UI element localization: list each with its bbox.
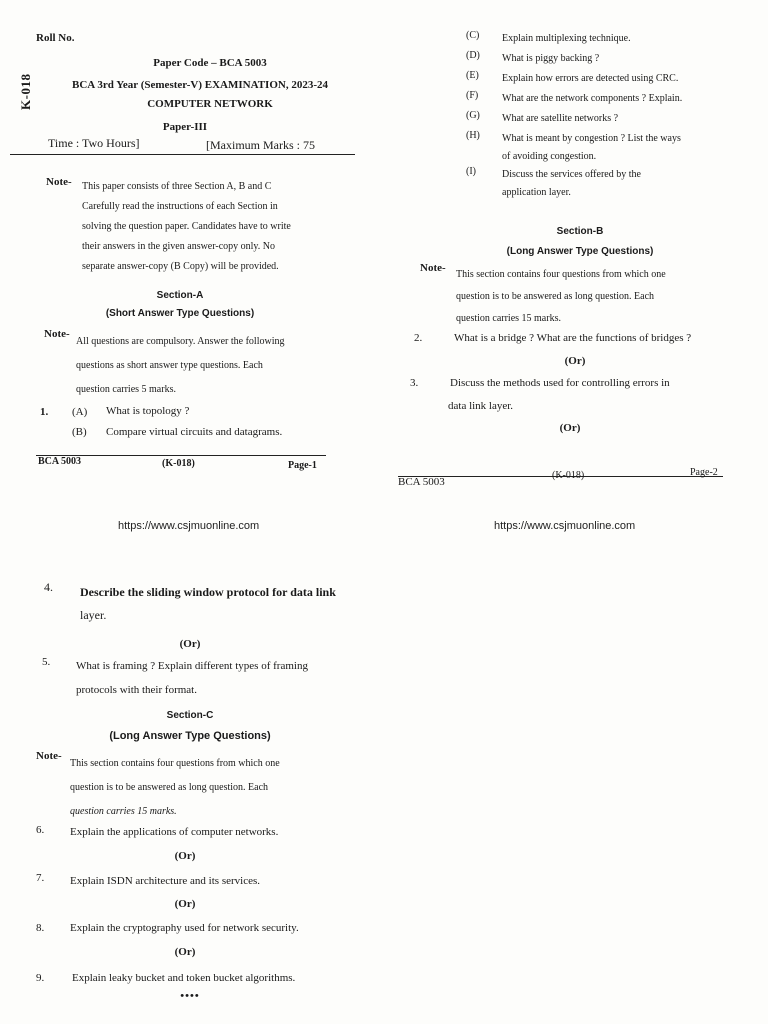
- q5-number: 5.: [42, 656, 51, 668]
- end-mark: ••••: [180, 990, 200, 1002]
- footer-code: BCA 5003: [38, 456, 82, 467]
- q1c-label: (C): [466, 30, 480, 41]
- paper-code: Paper Code – BCA 5003: [153, 57, 267, 69]
- q8-text: Explain the cryptography used for network security.: [70, 922, 299, 934]
- q1i-text-cont: application layer.: [502, 187, 571, 198]
- note2-line: questions as short answer type questions. Each: [76, 360, 263, 371]
- q4-text: Describe the sliding window protocol for data link: [80, 585, 336, 599]
- note-line: solving the question paper. Candidates have to write: [82, 221, 291, 232]
- note-text: [82, 177, 322, 277]
- q4-text-cont: layer.: [80, 608, 107, 622]
- section-b-note-line: question carries 15 marks.: [456, 313, 561, 324]
- exam-title: BCA 3rd Year (Semester-V) EXAMINATION, 2023-24: [71, 79, 329, 91]
- q8-number: 8.: [36, 922, 45, 934]
- q3-text-cont: data link layer.: [448, 400, 514, 412]
- footer-page: Page-1: [288, 460, 317, 471]
- section-b-note-text: [456, 264, 728, 330]
- section-c-note-line: question is to be answered as long question. Each: [70, 782, 269, 793]
- or-5: (Or): [174, 898, 196, 910]
- note-line: separate answer-copy (B Copy) will be provided.: [82, 261, 279, 272]
- note2-line: question carries 5 marks.: [76, 384, 176, 395]
- q1i-label: (I): [466, 166, 476, 177]
- q1i-text: Discuss the services offered by the: [502, 169, 641, 180]
- section-b-subtitle: (Long Answer Type Questions): [506, 246, 654, 257]
- q1g-text: What are satellite networks ?: [502, 113, 619, 124]
- q1f-text: What are the network components ? Explain.: [502, 93, 683, 104]
- note-line: their answers in the given answer-copy only. No: [82, 241, 275, 252]
- footer-rule: [36, 455, 326, 456]
- q4-number: 4.: [44, 580, 53, 594]
- footer-series-2: (K-018): [552, 470, 585, 481]
- section-b-note-label: Note-: [420, 262, 446, 274]
- or-2: (Or): [559, 422, 581, 434]
- q6-text: Explain the applications of computer networks.: [70, 826, 279, 838]
- q1h-label: (H): [466, 130, 480, 141]
- q5-text-cont: protocols with their format.: [76, 684, 197, 696]
- side-code: K-018: [18, 73, 33, 110]
- q2-number: 2.: [414, 332, 423, 344]
- section-c-title: Section-C: [166, 710, 214, 721]
- q9-text: Explain leaky bucket and token bucket algorithms.: [72, 972, 296, 984]
- q1b-text: Compare virtual circuits and datagrams.: [106, 426, 283, 438]
- source-url-2: https://www.csjmuonline.com: [494, 520, 636, 532]
- section-c-note-label: Note-: [36, 750, 62, 762]
- footer-code-2: BCA 5003: [398, 476, 445, 488]
- q1c-text: Explain multiplexing technique.: [502, 33, 631, 44]
- section-c-subtitle: (Long Answer Type Questions): [109, 730, 271, 742]
- note-label: Note-: [46, 176, 72, 188]
- q5-text: What is framing ? Explain different types of framing: [76, 660, 308, 672]
- q1b-label: (B): [72, 426, 87, 438]
- or-4: (Or): [174, 850, 196, 862]
- max-marks-label: [Maximum Marks : 75: [206, 138, 315, 152]
- q2-text: What is a bridge ? What are the functions of bridges ?: [454, 332, 692, 344]
- q7-text: Explain ISDN architecture and its services.: [70, 875, 260, 887]
- section-b-note-line: question is to be answered as long question. Each: [456, 291, 655, 302]
- q1d-text: What is piggy backing ?: [502, 53, 600, 64]
- q7-number: 7.: [36, 872, 45, 884]
- note2-line: All questions are compulsory. Answer the following: [76, 336, 285, 347]
- paper-number: Paper-III: [162, 121, 208, 133]
- footer-page-2: Page-2: [690, 467, 718, 478]
- q1-number: 1.: [40, 406, 49, 418]
- or-6: (Or): [174, 946, 196, 958]
- q3-text: Discuss the methods used for controlling errors in: [450, 377, 670, 389]
- header-rule: [10, 154, 355, 155]
- note-line: Carefully read the instructions of each Section in: [82, 201, 278, 212]
- q1g-label: (G): [466, 110, 480, 121]
- section-c-note-text: [70, 752, 350, 824]
- time-label: Time : Two Hours]: [48, 136, 140, 150]
- q6-number: 6.: [36, 824, 45, 836]
- section-a-subtitle: (Short Answer Type Questions): [105, 308, 255, 319]
- q1d-label: (D): [466, 50, 480, 61]
- q1e-label: (E): [466, 70, 479, 81]
- q1e-text: Explain how errors are detected using CRC.: [502, 73, 679, 84]
- footer-series: (K-018): [162, 458, 195, 469]
- q1h-text: What is meant by congestion ? List the ways: [502, 133, 681, 144]
- q1h-text-cont: of avoiding congestion.: [502, 151, 597, 162]
- subject-title: COMPUTER NETWORK: [147, 98, 273, 110]
- or-1: (Or): [564, 355, 586, 367]
- section-b-title: Section-B: [556, 226, 604, 237]
- q1a-text: What is topology ?: [106, 405, 190, 417]
- q1f-label: (F): [466, 90, 479, 101]
- section-c-note-line: This section contains four questions from which one: [70, 758, 280, 769]
- or-3: (Or): [179, 638, 201, 650]
- roll-no-label: Roll No.: [36, 32, 75, 44]
- note-line: This paper consists of three Section A, B and C: [82, 181, 272, 192]
- note2-text: [76, 330, 321, 402]
- section-a-title: Section-A: [156, 290, 204, 301]
- q3-number: 3.: [410, 377, 419, 389]
- source-url: https://www.csjmuonline.com: [118, 520, 260, 532]
- q9-number: 9.: [36, 972, 45, 984]
- note2-label: Note-: [44, 328, 70, 340]
- section-b-note-line: This section contains four questions from which one: [456, 269, 666, 280]
- section-c-note-line: question carries 15 marks.: [70, 806, 177, 817]
- q1a-label: (A): [72, 406, 88, 418]
